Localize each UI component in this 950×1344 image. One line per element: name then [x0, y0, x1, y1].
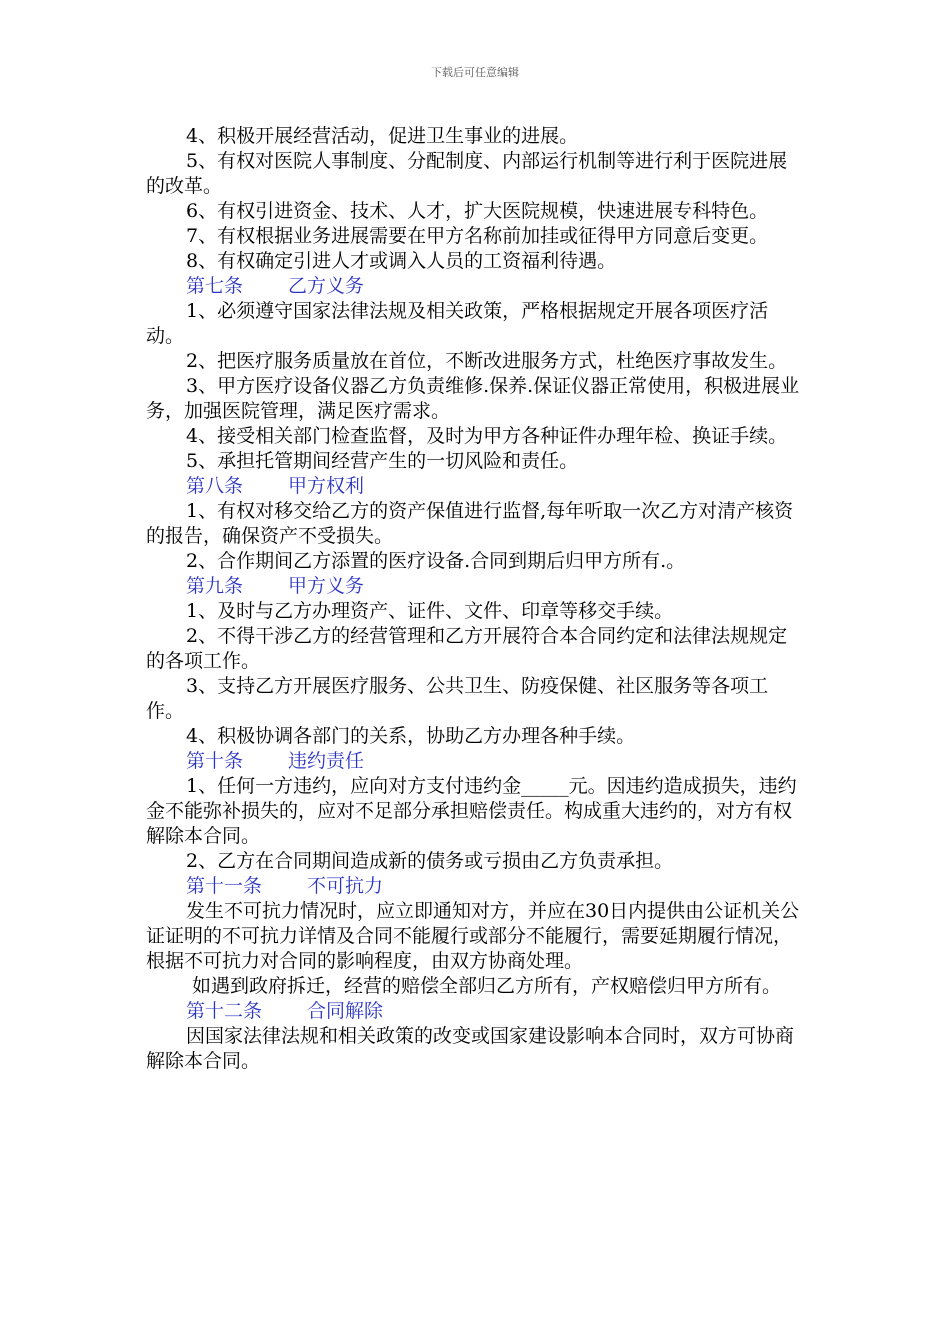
article-title: 不可抗力	[307, 875, 384, 897]
article-title: 甲方义务	[288, 575, 365, 597]
article-heading-12	[146, 999, 806, 1024]
article-number: 第十一条	[186, 875, 263, 897]
paragraph: 4、积极开展经营活动，促进卫生事业的进展。	[186, 125, 579, 147]
article-title: 甲方权利	[288, 475, 365, 497]
paragraph: 5、有权对医院人事制度、分配制度、内部运行机制等进行利于医院进展的改革。	[146, 150, 788, 197]
article-heading-7	[146, 274, 806, 299]
article-number: 第十二条	[186, 1000, 263, 1022]
article-number: 第九条	[186, 575, 244, 597]
article-heading-10	[146, 749, 806, 774]
paragraph: 1、有权对移交给乙方的资产保值进行监督,每年听取一次乙方对清产核资的报告，确保资产不受损失。	[146, 500, 794, 547]
article-title: 合同解除	[307, 1000, 384, 1022]
paragraph: 6、有权引进资金、技术、人才，扩大医院规模，快速进展专科特色。	[186, 200, 769, 222]
paragraph: 1、必须遵守国家法律法规及相关政策，严格根据规定开展各项医疗活动。	[146, 300, 769, 347]
article-number: 第八条	[186, 475, 244, 497]
paragraph: 2、合作期间乙方添置的医疗设备.合同到期后归甲方所有.。	[186, 550, 686, 572]
article-number: 第十条	[186, 750, 244, 772]
paragraph: 8、有权确定引进人才或调入人员的工资福利待遇。	[186, 250, 617, 272]
paragraph: 2、把医疗服务质量放在首位，不断改进服务方式，杜绝医疗事故发生。	[186, 350, 788, 372]
paragraph: 因国家法律法规和相关政策的改变或国家建设影响本合同时，双方可协商解除本合同。	[146, 1025, 795, 1072]
article-title: 乙方义务	[288, 275, 365, 297]
article-heading-11	[146, 874, 806, 899]
paragraph: 4、接受相关部门检查监督，及时为甲方各种证件办理年检、换证手续。	[186, 425, 788, 447]
paragraph: 5、承担托管期间经营产生的一切风险和责任。	[186, 450, 579, 472]
paragraph: 3、甲方医疗设备仪器乙方负责维修.保养.保证仪器正常使用，积极进展业务，加强医院管理，满足医疗需求。	[146, 375, 800, 422]
paragraph: 2、乙方在合同期间造成新的债务或亏损由乙方负责承担。	[186, 850, 674, 872]
paragraph: 如遇到政府拆迁，经营的赔偿全部归乙方所有，产权赔偿归甲方所有。	[192, 975, 782, 997]
article-number: 第七条	[186, 275, 244, 297]
paragraph: 4、积极协调各部门的关系，协助乙方办理各种手续。	[186, 725, 636, 747]
paragraph: 3、支持乙方开展医疗服务、公共卫生、防疫保健、社区服务等各项工作。	[146, 675, 769, 722]
paragraph: 发生不可抗力情况时，应立即通知对方，并应在30日内提供由公证机关公证证明的不可抗力详情及合同不能履行或部分不能履行，需要延期履行情况，根据不可抗力对合同的影响程度，由双方协商处理。	[146, 900, 800, 972]
paragraph: 7、有权根据业务进展需要在甲方名称前加挂或征得甲方同意后变更。	[186, 225, 769, 247]
paragraph: 1、任何一方违约，应向对方支付违约金_____元。因违约造成损失，违约金不能弥补损失的，应对不足部分承担赔偿责任。构成重大违约的，对方有权解除本合同。	[146, 775, 797, 847]
article-heading-8	[146, 474, 806, 499]
document-body	[146, 124, 806, 1074]
paragraph: 2、不得干涉乙方的经营管理和乙方开展符合本合同约定和法律法规规定的各项工作。	[146, 625, 788, 672]
page-header: 下载后可任意编辑	[431, 66, 519, 79]
article-heading-9	[146, 574, 806, 599]
article-title: 违约责任	[288, 750, 365, 772]
paragraph: 1、及时与乙方办理资产、证件、文件、印章等移交手续。	[186, 600, 674, 622]
